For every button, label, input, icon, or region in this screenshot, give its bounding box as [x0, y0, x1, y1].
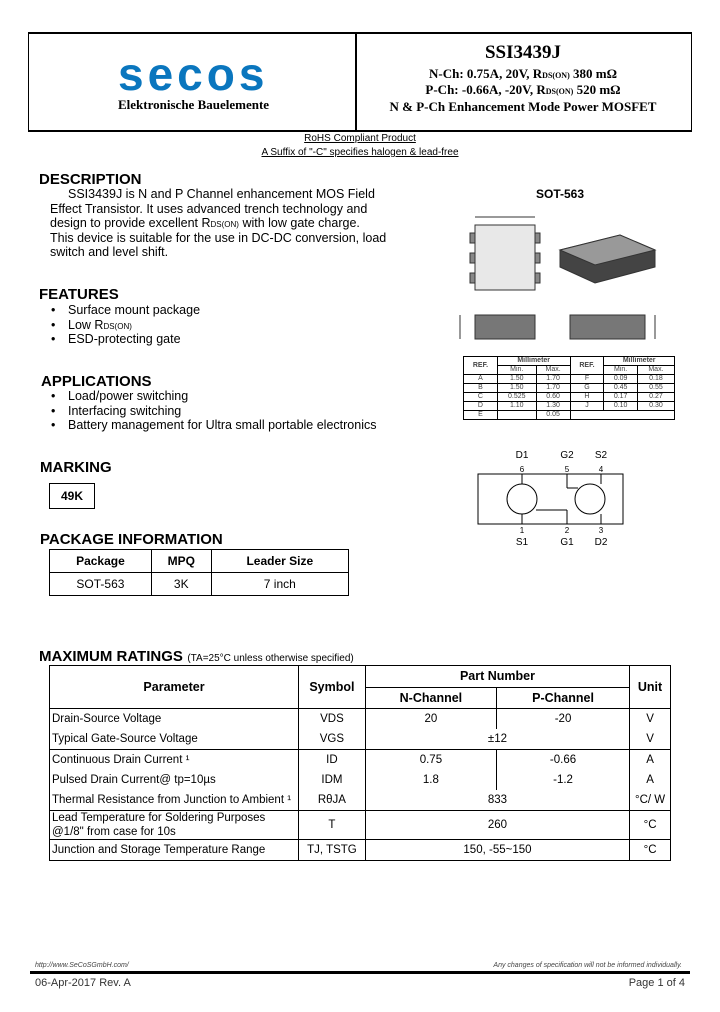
dim-cell: A [464, 375, 498, 384]
rating-row [50, 811, 671, 840]
application-item: • Interfacing switching [39, 404, 376, 419]
feature-item: • ESD-protecting gate [39, 332, 200, 347]
mm-header: Millimeter [497, 357, 570, 366]
footer-page: Page 1 of 4 [628, 977, 685, 989]
cell-p: Junction and Storage Temperature Range [50, 840, 299, 861]
dim-cell: 0.45 [604, 384, 637, 393]
dim-cell: 1.30 [536, 402, 570, 411]
desc-text: with low gate charge. [238, 216, 360, 230]
dim-cell: D [464, 402, 498, 411]
feature-item: • Surface mount package [39, 303, 200, 318]
device-type: N & P-Ch Enhancement Mode Power MOSFET [389, 99, 657, 114]
dim-cell [570, 411, 674, 420]
feature-sub: DS(ON) [103, 321, 132, 331]
dim-cell: G [570, 384, 604, 393]
feature-item [39, 318, 200, 333]
dim-cell: 1.50 [497, 384, 536, 393]
rating-row [50, 770, 671, 790]
pinout-diagram [470, 448, 630, 548]
dim-cell: 1.50 [497, 375, 536, 384]
desc-text: design to provide excellent R [50, 216, 211, 230]
cell-u: °C [630, 840, 671, 861]
cell-u: °C [630, 811, 671, 840]
dim-row [464, 411, 675, 420]
rating-row [50, 750, 671, 771]
dim-cell: 0.525 [497, 393, 536, 402]
dim-row [464, 375, 675, 384]
dim-cell: 0.09 [604, 375, 637, 384]
application-item: • Battery management for Ultra small portable electronics [39, 418, 376, 433]
marking-code: 49K [49, 483, 95, 509]
col-n-channel: N-Channel [365, 687, 496, 709]
col-unit: Unit [630, 666, 671, 709]
cell: SOT-563 [50, 573, 152, 596]
ratings-title: MAXIMUM RATINGS [39, 648, 183, 665]
dim-row [464, 393, 675, 402]
desc-sub: DS(ON) [210, 220, 239, 229]
max-header: Max. [536, 366, 570, 375]
cell-u: A [630, 770, 671, 790]
dim-cell [497, 411, 536, 420]
features-list [39, 303, 200, 347]
ref-header: REF. [570, 357, 604, 375]
dimension-table [463, 356, 675, 420]
desc-line: This device is suitable for the use in DC-DC conversion, load [50, 230, 387, 245]
dim-cell: J [570, 402, 604, 411]
dim-cell: 0.05 [536, 411, 570, 420]
nch-spec [356, 66, 690, 81]
package-table [49, 549, 349, 596]
features-title: FEATURES [39, 286, 119, 303]
cell-p [50, 811, 299, 840]
min-header: Min. [604, 366, 637, 375]
dim-cell: 0.10 [604, 402, 637, 411]
cell-s: T [299, 811, 366, 840]
pin-num: 2 [564, 526, 570, 535]
cell: 7 inch [211, 573, 348, 596]
cell-pc: -1.2 [496, 770, 629, 790]
dim-row [464, 402, 675, 411]
application-item: • Load/power switching [39, 389, 376, 404]
cell-pc: -20 [496, 709, 629, 730]
pch-spec [356, 82, 690, 97]
desc-line: SSI3439J is N and P Channel enhancement MOS Field [68, 187, 375, 201]
ratings-title-row [39, 648, 354, 666]
dim-cell: 1.70 [536, 375, 570, 384]
pin-num: 4 [598, 465, 604, 474]
footer-rule [30, 971, 690, 974]
cell-both: 150, -55~150 [365, 840, 629, 861]
rohs-line: RoHS Compliant Product [304, 133, 416, 144]
cell-both: ±12 [365, 729, 629, 750]
cell-u: V [630, 709, 671, 730]
halogen-line: A Suffix of "-C" specifies halogen & lead-free [261, 147, 459, 158]
min-header: Min. [497, 366, 536, 375]
cell-s: VDS [299, 709, 366, 730]
applications-title: APPLICATIONS [41, 373, 152, 390]
dim-cell: 1.70 [536, 384, 570, 393]
dim-cell: 0.27 [637, 393, 674, 402]
col-part-number: Part Number [365, 666, 629, 688]
rating-row [50, 709, 671, 730]
dim-cell: H [570, 393, 604, 402]
dim-cell: C [464, 393, 498, 402]
applications-list [39, 389, 376, 433]
col-leader: Leader Size [211, 550, 348, 573]
dim-cell: F [570, 375, 604, 384]
cell-both: 833 [365, 790, 629, 811]
dim-cell: 0.17 [604, 393, 637, 402]
pin-label: S1 [515, 537, 529, 548]
dim-cell: 0.60 [536, 393, 570, 402]
marking-title: MARKING [40, 459, 112, 476]
cell-u: A [630, 750, 671, 771]
dim-cell: 0.55 [637, 384, 674, 393]
dim-cell: 1.10 [497, 402, 536, 411]
col-package: Package [50, 550, 152, 573]
ref-header: REF. [464, 357, 498, 375]
mm-header: Millimeter [604, 357, 675, 366]
secos-logo: secos [118, 48, 269, 100]
desc-line: Effect Transistor. It uses advanced trench technology and [50, 201, 368, 216]
cell-n: 1.8 [365, 770, 496, 790]
cell-s: IDM [299, 770, 366, 790]
cell-p: Typical Gate-Source Voltage [50, 729, 299, 750]
pin-num: 6 [519, 465, 525, 474]
description-title: DESCRIPTION [39, 171, 142, 188]
cell: 3K [151, 573, 211, 596]
nch-text: N-Ch: 0.75A, 20V, R [429, 66, 543, 81]
pch-rds: 520 mΩ [573, 82, 621, 97]
desc-line [50, 216, 390, 231]
cell-s: VGS [299, 729, 366, 750]
max-ratings-table [49, 665, 671, 861]
cell-s: ID [299, 750, 366, 771]
pin-label: G2 [560, 450, 574, 461]
rating-row [50, 840, 671, 861]
part-number: SSI3439J [484, 42, 562, 63]
pin-label: D1 [515, 450, 529, 461]
dim-row [464, 384, 675, 393]
cell-p: Drain-Source Voltage [50, 709, 299, 730]
logo-subtitle: Elektronische Bauelemente [118, 97, 270, 112]
sot-title: SOT-563 [535, 187, 585, 201]
pch-sub: DS(ON) [545, 87, 574, 96]
col-mpq: MPQ [151, 550, 211, 573]
col-p-channel: P-Channel [496, 687, 629, 709]
pin-label: S2 [594, 450, 608, 461]
description-text [50, 187, 390, 260]
footer-date: 06-Apr-2017 Rev. A [35, 977, 131, 989]
dim-cell: 0.30 [637, 402, 674, 411]
cell-s: TJ, TSTG [299, 840, 366, 861]
footer-notice: Any changes of specification will not be informed individually. [493, 962, 682, 969]
cell-pc: -0.66 [496, 750, 629, 771]
pch-text: P-Ch: -0.66A, -20V, R [425, 82, 546, 97]
sot-563-drawing [445, 205, 675, 350]
package-info-title: PACKAGE INFORMATION [40, 531, 223, 548]
pin-num: 5 [564, 465, 570, 474]
cell-n: 0.75 [365, 750, 496, 771]
dim-cell: B [464, 384, 498, 393]
col-parameter: Parameter [50, 666, 299, 709]
desc-line: switch and level shift. [50, 245, 169, 259]
cell-u: V [630, 729, 671, 750]
pin-label: D2 [594, 537, 608, 548]
param-line: Lead Temperature for Soldering Purposes [52, 812, 266, 824]
rating-row [50, 790, 671, 811]
cell-both: 260 [365, 811, 629, 840]
pin-num: 1 [519, 526, 525, 535]
pin-label: G1 [560, 537, 574, 548]
nch-rds: 380 mΩ [569, 66, 617, 81]
max-header: Max. [637, 366, 674, 375]
rating-row [50, 729, 671, 750]
cell-p: Thermal Resistance from Junction to Ambient ¹ [50, 790, 299, 811]
footer-url[interactable]: http://www.SeCoSGmbH.com/ [35, 962, 129, 969]
pin-num: 3 [598, 526, 604, 535]
col-symbol: Symbol [299, 666, 366, 709]
cell-n: 20 [365, 709, 496, 730]
ratings-condition: (TA=25°C unless otherwise specified) [187, 653, 354, 664]
param-line: @1/8" from case for 10s [52, 826, 176, 838]
cell-p: Pulsed Drain Current@ tp=10µs [50, 770, 299, 790]
nch-sub: DS(ON) [542, 71, 570, 80]
cell-p: Continuous Drain Current ¹ [50, 750, 299, 771]
dim-cell: 0.18 [637, 375, 674, 384]
cell-s: RθJA [299, 790, 366, 811]
feature-text: Low R [68, 317, 104, 332]
dim-cell: E [464, 411, 498, 420]
cell-u: °C/ W [630, 790, 671, 811]
